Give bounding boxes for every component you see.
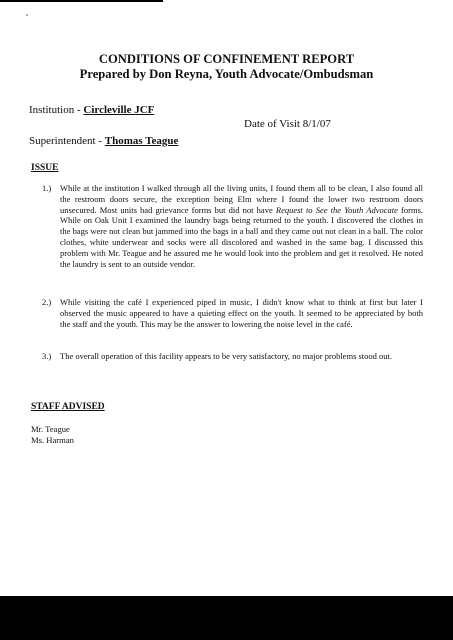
scan-edge-line — [0, 0, 163, 2]
issue-item-3 — [42, 351, 423, 362]
staff-name: Ms. Harman — [31, 435, 74, 445]
issue-text-continued: forms. While on Oak Unit I examined the laundry bags being returned to the youth. I discovered the clothes in the bags were not clean but jammed into the bags in a ball and they came out not clean in a ball. The color clothes, white underwear and socks were all discolored and washed in the same bag. I discussed this problem with Mr. Teague and he assured me he would look into the problem and get it resolved. He noted the laundry is sent to an outside vendor. — [60, 204, 423, 269]
issue-number: 1.) — [42, 183, 52, 193]
issue-item-1 — [42, 183, 423, 269]
superintendent-value: Thomas Teague — [104, 135, 179, 147]
report-title: CONDITIONS OF CONFINEMENT REPORT — [98, 52, 355, 66]
staff-advised-heading: STAFF ADVISED — [31, 402, 105, 412]
institution-value: Circleville JCF — [83, 104, 155, 116]
issue-text: While visiting the café I experienced piped in music, I didn't know what to think at first but later I observed the music appeared to have a quieting effect on the youth. It seemed to be appreciated by both the staff and the youth. This may be the answer to lowering the noise level in the café. — [60, 297, 423, 329]
issue-item-2 — [42, 297, 423, 329]
issue-text: While at the institution I walked through all the living units, I found them all to be clean, I also found all the restroom doors secure, the exception being Elm where I found the lower two restroom doors unsecured. Most units had grievance forms but did not have — [60, 183, 423, 215]
superintendent-label: Superintendent - — [29, 135, 105, 147]
issue-heading: ISSUE — [31, 163, 59, 173]
scan-speck — [26, 14, 28, 16]
date-of-visit: Date of Visit 8/1/07 — [244, 118, 331, 130]
scan-bottom-border — [0, 596, 453, 640]
institution-line — [29, 104, 154, 117]
report-subtitle: Prepared by Don Reyna, Youth Advocate/Ombudsman — [79, 67, 374, 81]
issue-number: 2.) — [42, 297, 52, 307]
institution-label: Institution - — [29, 104, 84, 116]
staff-name: Mr. Teague — [31, 424, 70, 434]
superintendent-line — [29, 135, 178, 148]
issue-number: 3.) — [42, 351, 52, 361]
issue-text: The overall operation of this facility appears to be very satisfactory, no major problems stood out. — [60, 351, 393, 361]
issue-emphasis: Request to See the Youth Advocate — [275, 204, 398, 215]
